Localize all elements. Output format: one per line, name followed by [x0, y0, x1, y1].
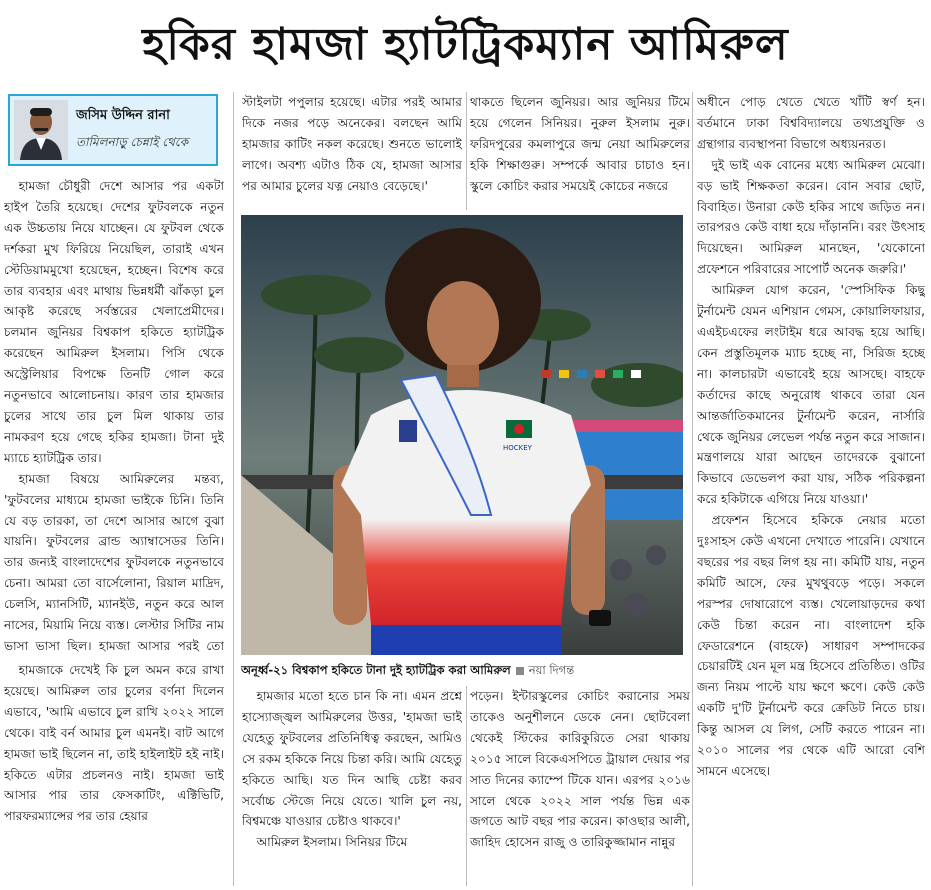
- reporter-avatar: [14, 100, 68, 160]
- paragraph: থাকতে ছিলেন জুনিয়র। আর জুনিয়র টিমে হয়ে গেলেন সিনিয়র। নুরুল ইসলাম নুরু। ফরিদপুরের কমলাপুরে জন্ম নেয়া আমিরুলের হকি শিক্ষাগুরু। সম্পর্কে আবার চাচাও হন। স্কুলে কোচিং করার সময়েই কোচের নজরে: [470, 95, 690, 193]
- article-column-4: [697, 92, 925, 886]
- article-column-3-bottom: [470, 686, 690, 886]
- caption-text: অনূর্ধ্ব-২১ বিশ্বকাপ হকিতে টানা দুই হ্যাটট্রিক করা আমিরুল: [241, 663, 511, 677]
- paragraph: হামজা চৌধুরী দেশে আসার পর একটা হাইপ তৈরি হয়েছে। দেশের ফুটবলকে নতুন এক উচ্চতায় নিয়ে যাচ্ছেন। যে ফুটবল থেকে দর্শকরা মুখ ফিরিয়ে নিয়েছিল, তারাই এখন স্টেডিয়ামমুখো হয়েছেন, হচ্ছেন। বিশেষ করে তার ব্যবহার এবং মাথায় ভিন্নধর্মী ঝাঁকড়া চুল আকৃষ্ট করেছে সর্বস্তরের খেলাপ্রেমীদের। চলমান জুনিয়র বিশ্বকাপ হকিতে হ্যাটট্রিক করেছেন আমিরুল ইসলাম। পিসি থেকে অস্ট্রেলিয়ার বিপক্ষে তিনটি গোল করে নতুনভাবে আলোচনায়। কারণ তার হামজার চুলের সাথে তার চুল মিল থাকায় তার নামকরণ হয়ে গেছে হকির হামজা। টানা দুই ম্যাচে হ্যাটট্রিক তার।: [4, 179, 224, 465]
- headline: হকির হামজা হ্যাটট্রিকম্যান আমিরুল: [142, 19, 789, 70]
- reporter-location: তামিলনাড়ু চেন্নাই থেকে: [76, 135, 189, 149]
- paragraph: দুই ভাই এক বোনের মধ্যে আমিরুল মেঝো। বড় ভাই শিক্ষকতা করেন। বোন সবার ছোট, বিবাহিত। উনারা কেউ হকির সাথে জড়িত নন। তারপরও কেউ বাধা হয়ে দাঁড়াননি। বরং উৎসাহ দিয়েছেন। আমিরুল মানছেন, 'যেকোনো প্রফেশনে পরিবারের সাপোর্ট অনেক জরুরি।': [697, 157, 925, 277]
- column-divider: [233, 92, 234, 886]
- article-column-1-bottom: [4, 660, 224, 886]
- column-divider: [466, 92, 467, 210]
- photo-caption: [241, 659, 683, 681]
- paragraph: অধীনে পোড় খেতে খেতে খাঁটি স্বর্ণ হন। বর্তমানে ঢাকা বিশ্ববিদ্যালয়ে তথ্যপ্রযুক্তি ও গ্রন্থাগার ব্যবস্থাপনা বিভাগে অধ্যয়নরত।: [697, 95, 925, 151]
- article-column-1: [4, 176, 224, 656]
- article-column-2-bottom: [242, 686, 462, 886]
- jersey-text: HOCKEY: [503, 444, 532, 452]
- paragraph: প্রফেশন হিসেবে হকিকে নেয়ার মতো দুঃসাহস কেউ এখনো দেখাতে পারেনি। যেখানে বছরের পর বছর লিগ হয় না। কমিটি যায়, নতুন কমিটি আসে, ফের মুখথুবড়ে পড়ে। সকলে পরস্পর দোষারোপে ব্যস্ত। খেলোয়াড়দের কথা কেউ চিন্তা করেন না। বাংলাদেশ হকি ফেডারেশনে (বাহফে) সাধারণ সম্পাদকের চেয়ারটিই যেন মূল মন্ত্র হিসেবে প্রতিষ্ঠিত। ওটির জন্য নিয়ম পাল্টে যায় ক্ষণে ক্ষণে। কেউ কেউ একটি দু'টি টুর্নামেন্ট করে ক্রেডিট নিতে চায়। কিন্তু আসল যে লিগ, সেটি করতে পারেন না। ২০১০ সালের পর থেকে এটি আরো বেশি সামনে এসেছে।: [697, 513, 925, 778]
- paragraph: হামজার মতো হতে চান কি না। এমন প্রশ্নে হাস্যোজ্জ্বল আমিরুলের উত্তর, 'হামজা ভাই যেহেতু ফুটবলের প্রতিনিধিত্ব করছেন, আমিও সে রকম হকিকে নিয়ে চিন্তা করি। আমি যেহেতু হকিতে আছি। যত দিন আছি চেষ্টা করব সর্বোচ্চ স্টেজে নিয়ে যেতে। খালি চুল নয়, বিশ্বমঞ্চে যাওয়ার চেষ্টাও থাকবে।': [242, 689, 462, 829]
- article-photo: [241, 215, 683, 655]
- photo-credit: নয়া দিগন্ত: [528, 663, 575, 677]
- column-divider: [692, 92, 693, 886]
- reporter-name: জসিম উদ্দিন রানা: [76, 108, 170, 123]
- column-divider: [466, 686, 467, 886]
- article-column-2-top: [242, 92, 462, 210]
- paragraph: পড়েন। ইন্টারস্কুলের কোচিং করানোর সময় তাকেও অনুশীলনে ডেকে নেন। ছোটবেলা থেকেই স্টিকের কারিকুরিতে সেরা থাকায় ২০১৫ সালে বিকেএসপিতে ট্রায়াল দেয়ার পর সাত দিনের ক্যাম্পে টিকে যান। এরপর ২০১৬ সালে থেকে ২০২২ সাল পর্যন্ত ভিন্ন এক জগতে আট বছর পার করেন। কাওছার আলী, জাহিদ হোসেন রাজু ও তারিকুজ্জামান নান্নুর: [470, 689, 690, 850]
- article-column-3-top: [470, 92, 690, 210]
- paragraph: হামজাকে দেখেই কি চুল অমন করে রাখা হয়েছে। আমিরুল তার চুলের বর্ণনা দিলেন এভাবে, 'আমি এভাবে চুল রাখি ২০২২ সালে থেকে। বাই বর্ন আমার চুল এমনই। বাট আগে হামজা ভাই ছিলেন না, তাই হাইলাইট হই নাই। হকিতে এটার প্রচলনও নাই। হামজা ভাই আসার পার তার ফেসকাটিং, এক্টিভিটি, পারফরম্যান্সের পর তার হেয়ার: [4, 663, 224, 824]
- paragraph: হামজা বিষয়ে আমিরুলের মন্তব্য, 'ফুটবলের মাধ্যমে হামজা ভাইকে চিনি। তিনি যে বড় তারকা, তা দেশে আসার আগে বুঝা যায়নি। ফুটবলের ব্রান্ড অ্যাম্বাসেডর তিনি। তার জন্যই বাংলাদেশের ফুটবলকে নতুনভাবে চেনা। আমরা তো বার্সেলোনা, রিয়াল মাদ্রিদ, চেলসি, ম্যানসিটি, ম্যানইউ, নতুন করে আল নাসের, মিয়ামি নিয়ে ব্যস্ত। লেস্টার সিটির নাম ভাসা ভাসা ছিল। হামজা আসার পরই তো: [4, 471, 224, 653]
- paragraph: আমিরুল ইসলাম। সিনিয়র টিমে: [256, 835, 408, 850]
- paragraph: আমিরুল যোগ করেন, 'স্পেসিফিক কিছু টুর্নামেন্ট যেমন এশিয়ান গেমস, কোয়ালিফায়ার, এএইচএফের লংটাইম ধরে আবদ্ধ হয়ে আছি। কেন প্রস্তুতিমূলক ম্যাচ হচ্ছে না, সিরিজ হচ্ছে না। কালচারটা এভাবেই হয়ে আসছে। বাহফে কর্তাদের কাছে অনুরোধ থাকবে তারা যেন আন্তর্জাতিকমানের টুর্নামেন্ট করেন, নার্সারি থেকে জুনিয়র লেভেল পর্যন্ত নতুন করে সাজান। মন্ত্রণালয়ে যারা আছেন তাদেরকে বুঝানো কিভাবে ডেভেলপ করা যায়, সঠিক পরিকল্পনা করে হকিটাকে এগিয়ে নিয়ে যাওয়া।': [697, 283, 925, 507]
- separator-square-icon: [516, 667, 524, 675]
- paragraph: স্টাইলটা পপুলার হয়েছে। এটার পরই আমার দিকে নজর পড়ে অনেকের। বলছেন আমি হামজার কাটিং নকল করেছে। শুনতে ভালোই লাগে। অবশ্য এটাও ঠিক যে, হামজা আসার পর আমার চুলের যত্ন নেয়াও বেড়েছে।': [242, 95, 462, 193]
- byline-box: [8, 94, 218, 166]
